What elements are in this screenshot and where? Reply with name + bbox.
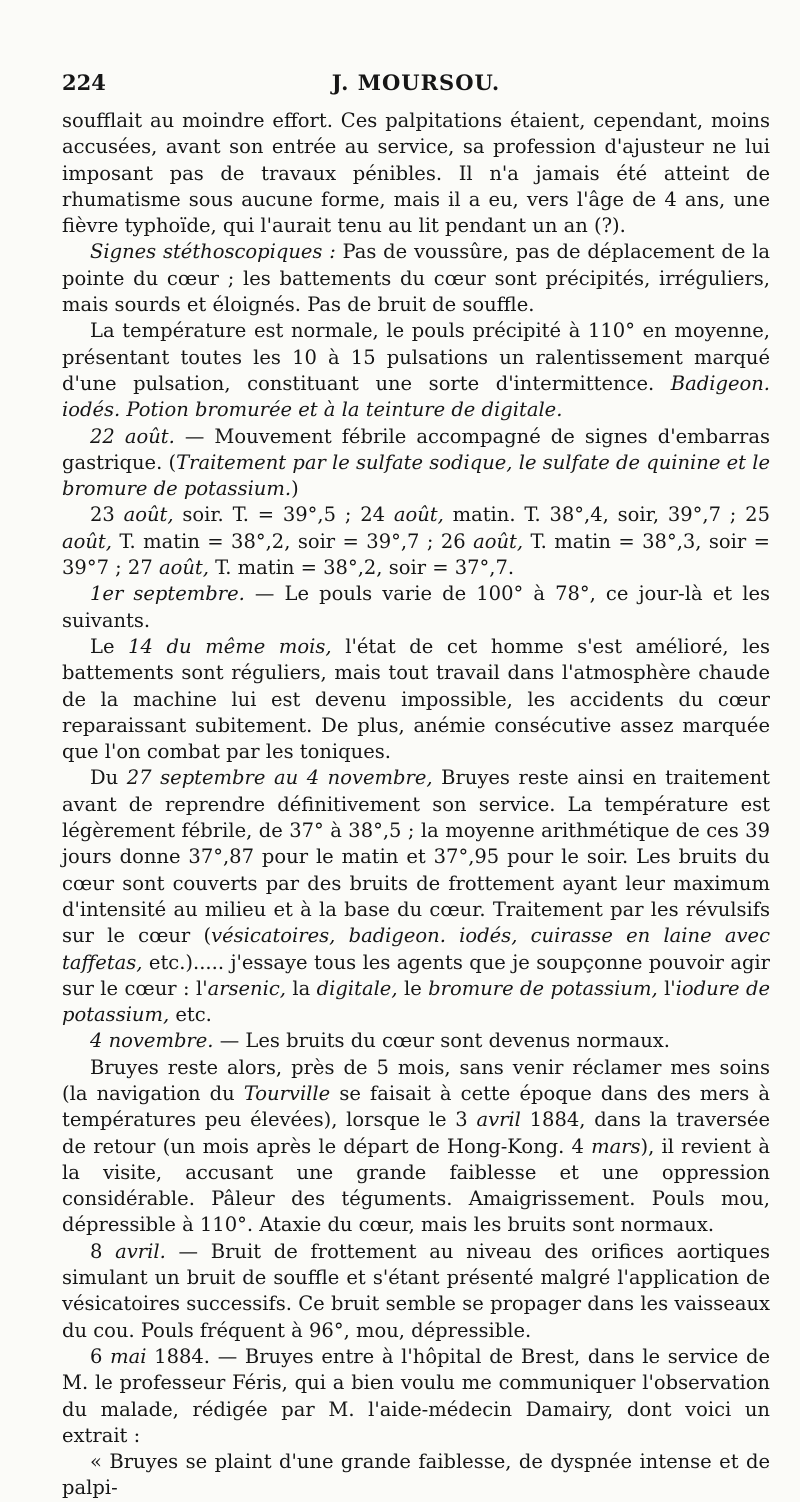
- italic-run: Traitement par le sulfate sodique, le sulfate de quinine et le bromure de potassium.: [62, 450, 770, 501]
- running-head: J. MOURSOU.: [331, 70, 501, 95]
- italic-run: mai: [110, 1344, 147, 1368]
- text-run: Bruyes reste ainsi en traitement avant de reprendre définitivement son service. La température est légèrement fébrile, de 37° à 38°,5 ; la moyenne arithmétique de ces 39 jours donne 37°,87 pour le matin et 37°,95 pour le soir. Les bruits du cœur sont couverts par des bruits de frottement ayant leur maximum d'intensité au milieu et à la base du cœur. Traitement par les révulsifs sur le cœur (: [62, 766, 770, 948]
- italic-run: août,: [158, 556, 209, 580]
- text-run: 8: [90, 1239, 116, 1263]
- paragraph: [62, 634, 770, 765]
- paragraph: [62, 1344, 770, 1449]
- text-run: — Mouvement fébrile accompagné de signes d'embarras gastrique. (: [62, 424, 770, 474]
- text-run: — Le pouls varie de 100° à 78°, ce jour-là et les suivants.: [62, 582, 771, 632]
- text-run: etc.)..... j'essaye tous les agents que je soupçonne pouvoir agir sur le cœur : l': [62, 950, 770, 1000]
- italic-run: 27 septembre au 4 novembre,: [126, 766, 433, 790]
- paragraph: [62, 1028, 770, 1054]
- paragraph: [62, 424, 770, 503]
- text-run: 23: [90, 503, 124, 527]
- text-run: se faisait à cette époque dans des mers à températures peu élevées), lorsque le 3: [62, 1081, 770, 1132]
- italic-run: Tourville: [243, 1081, 331, 1105]
- text-run: matin. T. 38°,4, soir, 39°,7 ; 25: [443, 503, 770, 527]
- italic-run: Badigeon. iodés. Potion bromurée et à la teinture de digitale.: [62, 371, 770, 422]
- paragraph: [62, 1449, 770, 1502]
- paragraph: [62, 1239, 770, 1344]
- italic-run: arsenic,: [207, 976, 286, 1000]
- text-run: ), il revient à la visite, accusant une grande faiblesse et une oppression considérable. Pâleur des téguments. Amaigrissement. Pouls mou, dépressible à 110°. Ataxie du cœur, mais les bruits sont normaux.: [62, 1134, 770, 1237]
- text-run: — Bruit de frottement au niveau des orifices aortiques simulant un bruit de souffle et s'étant présenté malgré l'application de vésicatoires successifs. Ce bruit semble se propager dans les vaisseaux du cou. Pouls fréquent à 96°, mou, dépressible.: [62, 1239, 771, 1342]
- paragraph: [62, 765, 770, 1028]
- text-run: « Bruyes se plaint d'une grande faiblesse, de dyspnée intense et de palpi-: [62, 1450, 770, 1500]
- body-text: [62, 108, 770, 1502]
- text-run: l'état de cet homme s'est amélioré, les battements sont réguliers, mais tout travail dans l'atmosphère chaude de la machine lui est devenu impossible, les accidents du cœur reparaissant subitement. De plus, anémie consécutive assez marquée que l'on combat par les toniques.: [62, 634, 770, 764]
- text-run: le: [397, 976, 429, 1000]
- text-run: etc.: [169, 1003, 212, 1027]
- italic-run: 4 novembre.: [90, 1029, 214, 1053]
- text-run: T. matin = 38°,2, soir = 39°,7 ; 26: [111, 529, 474, 553]
- text-run: 1884, dans la traversée de retour (un mois après le départ de Hong-Kong. 4: [62, 1108, 771, 1158]
- text-run: 1884. — Bruyes entre à l'hôpital de Brest, dans le service de M. le professeur Féris, qui a bien voulu me communiquer l'observation du malade, rédigée par M. l'aide-médecin Damairy, dont voici un extrait :: [62, 1344, 770, 1447]
- paragraph: [62, 581, 770, 634]
- text-run: soufflait au moindre effort. Ces palpitations étaient, cependant, moins accusées, avant son entrée au service, sa profession d'ajusteur ne lui imposant pas de travaux pénibles. Il n'a jamais été atteint de rhumatisme sous aucune forme, mais il a eu, vers l'âge de 4 ans, une fièvre typhoïde, qui l'aurait tenu au lit pendant un an (?).: [62, 109, 770, 238]
- paragraph: [62, 502, 770, 581]
- text-run: Le: [90, 634, 129, 658]
- italic-run: août,: [62, 529, 112, 553]
- paragraph: [62, 1055, 770, 1239]
- text-run: ): [291, 477, 299, 501]
- italic-run: 14 du même mois,: [128, 634, 332, 658]
- italic-run: 1er septembre.: [90, 582, 245, 606]
- italic-run: mars: [591, 1134, 641, 1158]
- italic-run: août,: [123, 503, 174, 527]
- page-number: 224: [62, 70, 106, 95]
- text-run: T. matin = 38°,3, soir = 39°7 ; 27: [62, 529, 770, 580]
- paragraph: [62, 239, 770, 318]
- text-run: T. matin = 38°,2, soir = 37°,7.: [208, 556, 515, 580]
- text-run: soir. T. = 39°,5 ; 24: [173, 503, 394, 527]
- text-run: l': [657, 976, 676, 1000]
- italic-run: Signes stéthoscopiques :: [90, 240, 336, 264]
- text-run: Du: [90, 766, 127, 790]
- italic-run: août,: [393, 503, 444, 527]
- paragraph: [62, 108, 770, 239]
- text-run: Bruyes reste alors, près de 5 mois, sans venir réclamer mes soins (la navigation du: [62, 1055, 770, 1105]
- italic-run: digitale,: [316, 976, 398, 1000]
- paragraph: [62, 318, 770, 423]
- italic-run: avril: [476, 1108, 521, 1132]
- italic-run: vésicatoires, badigeon. iodés, cuirasse en laine avec taffetas,: [62, 924, 770, 974]
- page-header: [62, 70, 770, 104]
- italic-run: avril.: [115, 1239, 166, 1263]
- italic-run: bromure de potassium,: [428, 976, 658, 1000]
- text-run: 6: [90, 1344, 111, 1368]
- text-run: — Les bruits du cœur sont devenus normaux.: [213, 1029, 670, 1053]
- text-run: La température est normale, le pouls précipité à 110° en moyenne, présentant toutes les 10 à 15 pulsations un ralentissement marqué d'une pulsation, constituant une sorte d'intermittence.: [62, 319, 770, 395]
- text-run: la: [285, 976, 317, 1000]
- text-run: Pas de voussûre, pas de déplacement de la pointe du cœur ; les battements du cœur sont précipités, irréguliers, mais sourds et éloignés. Pas de bruit de souffle.: [62, 240, 770, 317]
- italic-run: 22 août.: [90, 424, 175, 448]
- italic-run: iodure de potassium,: [62, 976, 770, 1027]
- italic-run: août,: [473, 529, 524, 553]
